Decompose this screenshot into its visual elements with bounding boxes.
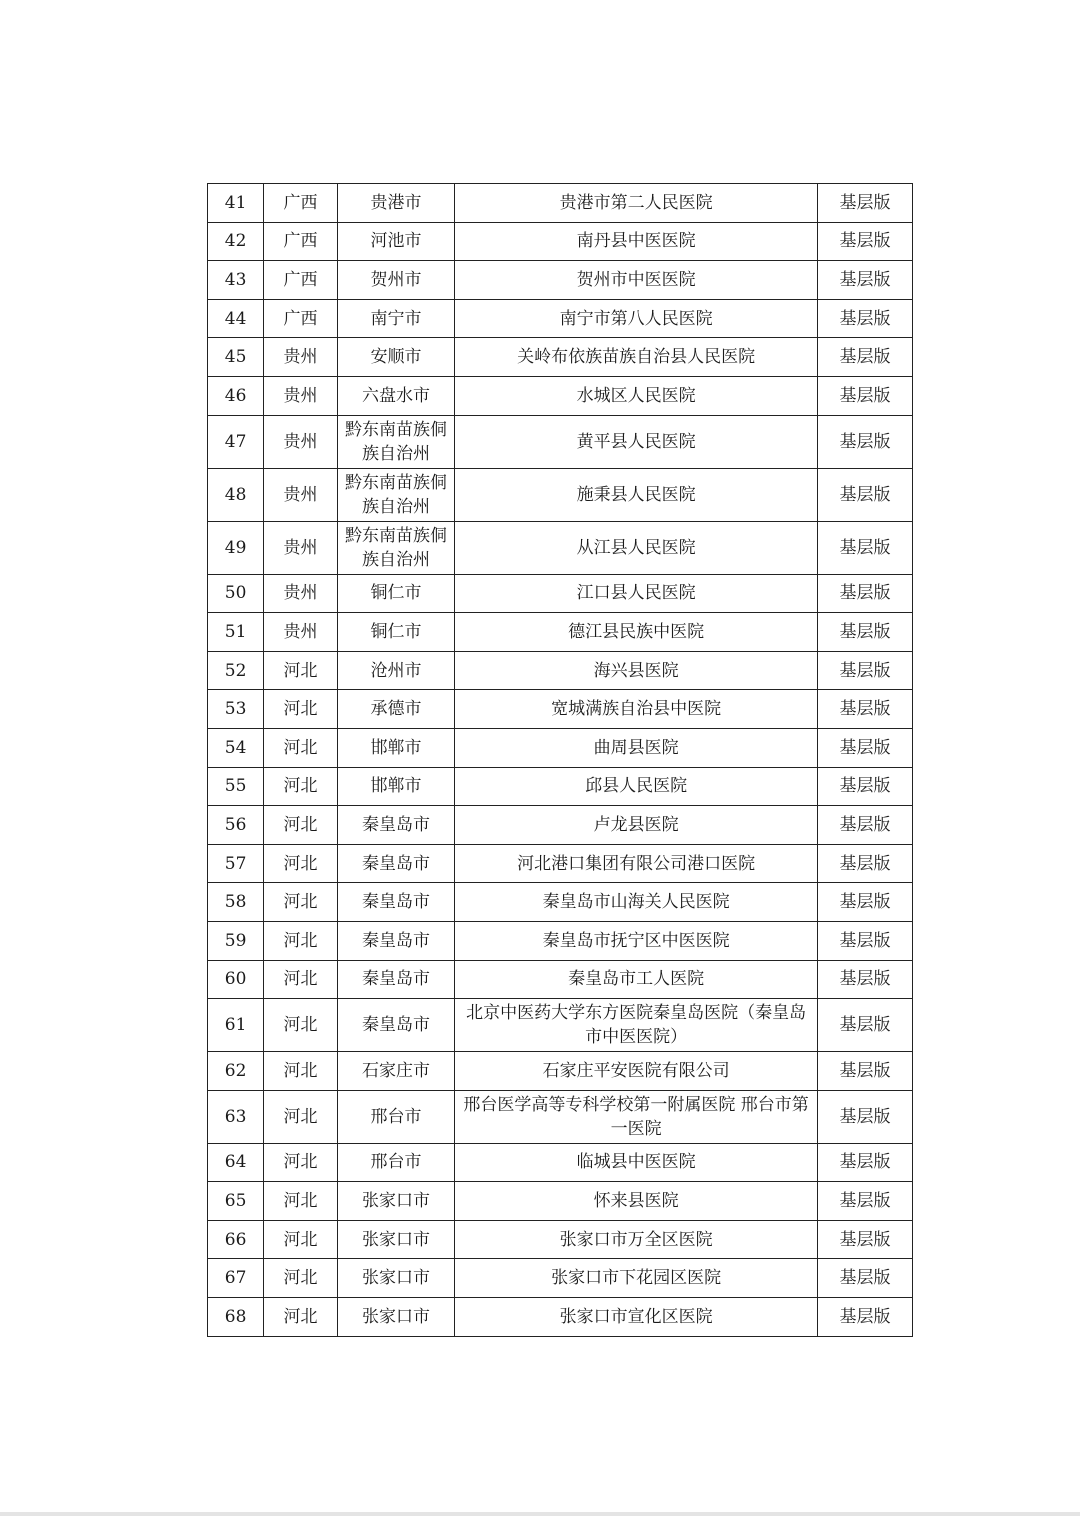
row-province: 河北 [264,1220,338,1259]
row-version: 基层版 [817,806,912,845]
table-row [208,1052,913,1091]
table-row [208,728,913,767]
row-version: 基层版 [817,690,912,729]
row-version: 基层版 [817,574,912,613]
table-row [208,521,913,574]
row-hospital: 施秉县人民医院 [455,468,818,521]
row-hospital: 海兴县医院 [455,651,818,690]
row-province: 河北 [264,1259,338,1298]
row-number: 66 [208,1220,264,1259]
table-row [208,1220,913,1259]
table-row [208,960,913,999]
row-version: 基层版 [817,844,912,883]
row-province: 贵州 [264,613,338,652]
table-row [208,1090,913,1143]
row-number: 53 [208,690,264,729]
row-province: 贵州 [264,468,338,521]
table-row [208,1143,913,1182]
row-province: 河北 [264,921,338,960]
row-number: 49 [208,521,264,574]
row-hospital: 秦皇岛市山海关人民医院 [455,883,818,922]
row-version: 基层版 [817,1298,912,1337]
row-version: 基层版 [817,767,912,806]
row-hospital: 秦皇岛市工人医院 [455,960,818,999]
row-version: 基层版 [817,1143,912,1182]
row-city: 安顺市 [337,338,455,377]
table-row [208,651,913,690]
row-city: 秦皇岛市 [337,921,455,960]
row-province: 贵州 [264,574,338,613]
row-city: 张家口市 [337,1220,455,1259]
row-version: 基层版 [817,1182,912,1221]
row-hospital: 曲周县医院 [455,728,818,767]
table-row [208,690,913,729]
row-hospital: 张家口市万全区医院 [455,1220,818,1259]
row-version: 基层版 [817,376,912,415]
row-province: 贵州 [264,521,338,574]
table-row [208,844,913,883]
row-province: 河北 [264,767,338,806]
row-number: 57 [208,844,264,883]
row-number: 68 [208,1298,264,1337]
row-city: 南宁市 [337,299,455,338]
row-province: 贵州 [264,376,338,415]
row-hospital: 南丹县中医医院 [455,222,818,261]
row-province: 河北 [264,1090,338,1143]
row-number: 67 [208,1259,264,1298]
row-number: 45 [208,338,264,377]
row-hospital: 北京中医药大学东方医院秦皇岛医院（秦皇岛市中医医院） [455,999,818,1052]
row-city: 铜仁市 [337,574,455,613]
row-number: 59 [208,921,264,960]
row-version: 基层版 [817,261,912,300]
row-hospital: 邱县人民医院 [455,767,818,806]
row-province: 河北 [264,1143,338,1182]
row-number: 52 [208,651,264,690]
row-city: 秦皇岛市 [337,960,455,999]
row-province: 广西 [264,184,338,223]
row-city: 邢台市 [337,1143,455,1182]
row-version: 基层版 [817,184,912,223]
row-hospital: 秦皇岛市抚宁区中医医院 [455,921,818,960]
row-province: 贵州 [264,338,338,377]
row-city: 黔东南苗族侗族自治州 [337,415,455,468]
table-row [208,261,913,300]
row-number: 63 [208,1090,264,1143]
row-hospital: 邢台医学高等专科学校第一附属医院 邢台市第一医院 [455,1090,818,1143]
row-province: 贵州 [264,415,338,468]
row-city: 秦皇岛市 [337,883,455,922]
row-province: 河北 [264,999,338,1052]
row-city: 河池市 [337,222,455,261]
table-body [208,184,913,1337]
row-hospital: 南宁市第八人民医院 [455,299,818,338]
row-city: 张家口市 [337,1182,455,1221]
row-number: 50 [208,574,264,613]
table-row [208,883,913,922]
row-city: 邢台市 [337,1090,455,1143]
table-row [208,376,913,415]
row-city: 石家庄市 [337,1052,455,1091]
table-row [208,574,913,613]
row-version: 基层版 [817,338,912,377]
row-province: 河北 [264,806,338,845]
row-hospital: 贵港市第二人民医院 [455,184,818,223]
row-hospital: 怀来县医院 [455,1182,818,1221]
table-row [208,999,913,1052]
row-city: 沧州市 [337,651,455,690]
table-row [208,415,913,468]
table-row [208,1182,913,1221]
row-number: 46 [208,376,264,415]
row-hospital: 临城县中医医院 [455,1143,818,1182]
row-city: 铜仁市 [337,613,455,652]
row-version: 基层版 [817,883,912,922]
row-province: 河北 [264,960,338,999]
table-row [208,806,913,845]
row-hospital: 江口县人民医院 [455,574,818,613]
row-hospital: 石家庄平安医院有限公司 [455,1052,818,1091]
row-city: 贵港市 [337,184,455,223]
row-number: 43 [208,261,264,300]
row-province: 河北 [264,651,338,690]
row-city: 黔东南苗族侗族自治州 [337,468,455,521]
row-hospital: 宽城满族自治县中医院 [455,690,818,729]
row-hospital: 贺州市中医医院 [455,261,818,300]
row-province: 河北 [264,844,338,883]
row-hospital: 关岭布依族苗族自治县人民医院 [455,338,818,377]
row-number: 42 [208,222,264,261]
row-province: 河北 [264,883,338,922]
row-number: 60 [208,960,264,999]
row-hospital: 从江县人民医院 [455,521,818,574]
table-row [208,184,913,223]
row-hospital: 水城区人民医院 [455,376,818,415]
row-province: 河北 [264,728,338,767]
row-province: 河北 [264,1052,338,1091]
row-city: 六盘水市 [337,376,455,415]
row-version: 基层版 [817,728,912,767]
row-city: 承德市 [337,690,455,729]
table-row [208,921,913,960]
row-version: 基层版 [817,613,912,652]
row-hospital: 德江县民族中医院 [455,613,818,652]
row-number: 51 [208,613,264,652]
row-province: 河北 [264,1298,338,1337]
row-hospital: 卢龙县医院 [455,806,818,845]
row-number: 44 [208,299,264,338]
row-city: 张家口市 [337,1259,455,1298]
scan-edge-line [0,1512,1080,1516]
row-city: 邯郸市 [337,728,455,767]
table-row [208,338,913,377]
row-number: 65 [208,1182,264,1221]
row-city: 秦皇岛市 [337,806,455,845]
table-row [208,613,913,652]
table-row [208,767,913,806]
row-version: 基层版 [817,415,912,468]
row-province: 河北 [264,1182,338,1221]
row-hospital: 张家口市宣化区医院 [455,1298,818,1337]
row-number: 58 [208,883,264,922]
row-number: 47 [208,415,264,468]
row-province: 广西 [264,261,338,300]
row-version: 基层版 [817,651,912,690]
row-number: 64 [208,1143,264,1182]
row-version: 基层版 [817,999,912,1052]
row-city: 秦皇岛市 [337,999,455,1052]
row-version: 基层版 [817,222,912,261]
row-version: 基层版 [817,521,912,574]
row-hospital: 张家口市下花园区医院 [455,1259,818,1298]
row-number: 54 [208,728,264,767]
table-row [208,1259,913,1298]
row-version: 基层版 [817,1090,912,1143]
row-province: 广西 [264,299,338,338]
row-city: 贺州市 [337,261,455,300]
table-row [208,1298,913,1337]
row-province: 河北 [264,690,338,729]
row-hospital: 黄平县人民医院 [455,415,818,468]
row-version: 基层版 [817,468,912,521]
table-row [208,468,913,521]
row-city: 邯郸市 [337,767,455,806]
row-number: 62 [208,1052,264,1091]
row-hospital: 河北港口集团有限公司港口医院 [455,844,818,883]
row-version: 基层版 [817,960,912,999]
row-number: 41 [208,184,264,223]
row-version: 基层版 [817,1259,912,1298]
row-version: 基层版 [817,1052,912,1091]
row-version: 基层版 [817,1220,912,1259]
row-number: 55 [208,767,264,806]
row-city: 秦皇岛市 [337,844,455,883]
hospital-table [207,183,913,1337]
table-row [208,222,913,261]
row-number: 56 [208,806,264,845]
row-version: 基层版 [817,921,912,960]
row-city: 黔东南苗族侗族自治州 [337,521,455,574]
row-number: 61 [208,999,264,1052]
row-number: 48 [208,468,264,521]
row-version: 基层版 [817,299,912,338]
row-city: 张家口市 [337,1298,455,1337]
row-province: 广西 [264,222,338,261]
table-row [208,299,913,338]
